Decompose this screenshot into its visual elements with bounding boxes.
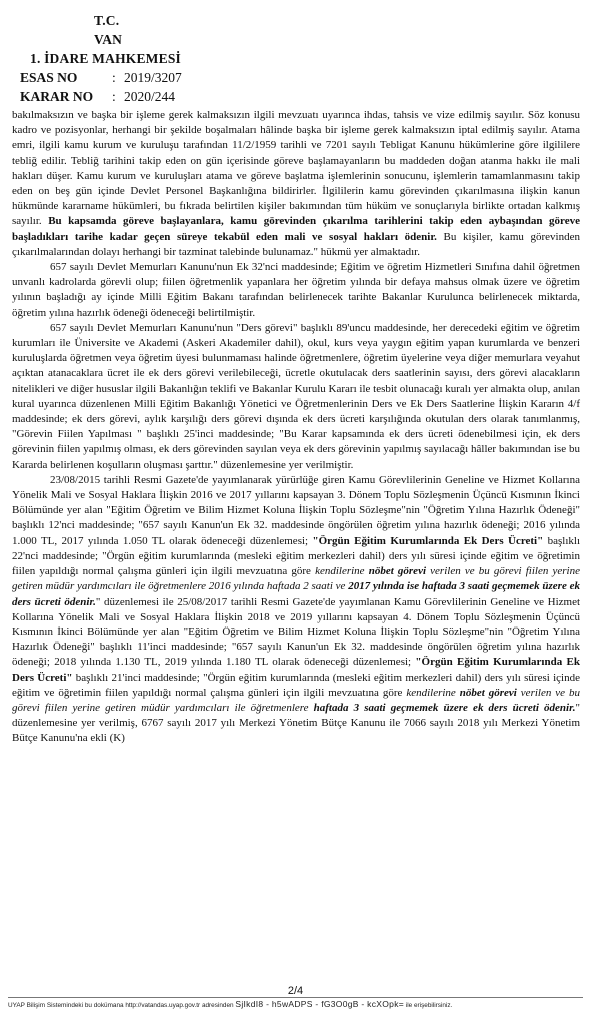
p1-text-1: bakılmaksızın ve başka bir işleme gerek kalmaksızın ilgili mevzuatı uyarınca ihdas, tahsis ve vize edilmiş sayılır. Söz konusu kadro ve pozisyonlar, herhangi bir şekilde boşalmaları hâlinde başka bir işleme gerek kalmaksızın iptal edilmiş sayılır. Atama emri, ilgili kamu kurum ve kuruluşu tarafından 11/2/1959 tarihli ve 7201 sayılı Tebligat Kanunu hükümlerine göre ilgililere tebliğ edilir. Tebliğ tarihini takip eden on gün içerisinde göreve başlamayanların bu maddeden doğan atanma hakkı ile mali hakları düşer. Kamu kurum ve kuruluşları atama ve göreve başlatma işlemlerinin sonucunu, işlemlerin tamamlanmasını takip eden on beş gün içinde Devlet Personel Başkanlığına bildirirler. İlgililerin kamu görevinden çıkarılmasına ilişkin kanun hükmünde kararname hükümleri, bu fıkrada belirtilen kişiler bakımından tüm hüküm ve sonuçlarıyla birlikte ortadan kalkmış sayılır. [12, 109, 580, 228]
paragraph-1 [12, 108, 580, 260]
karar-no-row [20, 89, 175, 105]
paragraph-4 [12, 473, 580, 747]
p4-text-1: 23/08/2015 tarihli Resmi Gazete'de yayımlanarak yürürlüğe giren Kamu Görevlilerinin Geneline ve Hizmet Kollarına Yönelik Mali ve Sosyal Haklara İlişkin 2016 ve 2017 yıllarını kapsayan 3. Dönem Toplu Sözleşmenin Üçüncü Kısmının İkinci Bölümünde yer alan "Eğitim Öğretim ve Bilim Hizmet Koluna İlişkin Toplu Sözleşme"nin "Öğretim Yılına Hazırlık Ödeneği" başlıklı 12'nci maddesinde; "657 sayılı Kanun'un Ek 32. maddesinde öngörülen öğretim yılına hazırlık ödeneği; 2016 yılında 1.000 TL, 2017 yılında 1.050 TL olarak ödeneceği düzenlemesi; [12, 473, 580, 547]
footer-verification-code: SjIkdI8 - h5wADPS - fG3O0gB - kcXOpk= [235, 999, 405, 1009]
p4-text-2: başlıklı 22'nci maddesinde; "Örgün eğitim kurumlarında (mesleki eğitim merkezleri dahil) ders yılı süresi içinde eğitim ve öğretimin fiilen yapıldığı normal çalışma günleri için ilgili mevzuatına göre [12, 534, 580, 578]
document-body [12, 108, 580, 747]
p4-text-5: " düzenlemesine yer verilmiş, 6767 sayılı 2017 yılı Merkezi Yönetim Bütçe Kanunu ile 7066 sayılı 2018 yılı Merkezi Yönetim Bütçe Kanunu'na ekli (K) [12, 701, 580, 745]
footer-text-left: UYAP Bilişim Sistemindeki bu dokümana http://vatandas.uyap.gov.tr adresinden [8, 1002, 234, 1009]
footer-divider [8, 997, 583, 998]
header-city: VAN [94, 32, 123, 47]
paragraph-3: 657 sayılı Devlet Memurları Kanunu'nun "Ders görevi" başlıklı 89'uncu maddesinde, her derecedeki eğitim ve öğretim kurumları ile Üniversite ve Akademi (Askeri Akademiler dahil), okul, kurs veya yaygın eğitim yapan kurumlarda ve benzeri kuruluşlarda öğretmen veya öğretim üyesi bulunmaması halinde öğretmenlere, öğretim üyelerine veya diğer memurlara veyahut açıktan atanacaklara ücret ile ek ders görevi verilebileceği, ücretle okutulacak ders saatlerinin sayısı, ders görevi alacakların nitelikleri ve diğer hususlar ilgili Bakanlığın teklifi ve Bakanlar Kurulu Kararı ile tesbit olunacağı kuralı yer almakta olup, anılan kural uyarınca düzenlenen Milli Eğitim Bakanlığı Yönetici ve Öğretmenlerinin Ders ve Ek Ders Saatlerine İlişkin Kararın 4/f maddesinde; ek ders görevi, aylık karşılığı ders görevi dışında ek ders ücreti karşılığında okutulan ders olarak tanımlanmış, "Görevin Fiilen Yapılması " başlıklı 25'inci maddesinde; "Bu Karar kapsamında ek ders ücreti ödenebilmesi için, ek ders görevinin fiilen yapılmış olması, ek ders görevinden sayılan veya ek ders görevinin yapılmış sayılacağı hâller bakımından ise bu Kararda belirlenen koşulların oluşması şarttır." düzenlemesine yer verilmiştir. [12, 321, 580, 471]
footer-text-right: ile erişebilirsiniz. [405, 1002, 453, 1009]
page-number: 2/4 [287, 985, 304, 997]
esas-no-label: ESAS NO [20, 70, 78, 85]
p4-text-3: " düzenlemesi ile 25/08/2017 tarihli Resmi Gazete'de yayımlanan Kamu Görevlilerinin Geneline ve Hizmet Kollarına Yönelik Mali ve Sosyal Haklara İlişkin 2018 ve 2019 yıllarını kapsayan 4. Dönem Toplu Sözleşmenin Üçüncü Kısmının İkinci Bölümünde yer alan "Eğitim Öğretim ve Bilim Hizmet Koluna İlişkin Toplu Sözleşme"nin "Öğretim Yılına Hazırlık Ödeneği" başlıklı 11'inci maddesinde; "657 sayılı Kanun'un Ek 32. maddesinde öngörülen öğretim yılına hazırlık ödeneği; 2018 yılında 1.130 TL, 2019 yılında 1.180 TL olarak ödeneceği düzenlemesi; [12, 595, 581, 669]
p4-bold-2: "Örgün Eğitim Kurumlarında Ek Ders Ücreti" [12, 656, 581, 684]
paragraph-2: 657 sayılı Devlet Memurları Kanunu'nun Ek 32'nci maddesinde; Eğitim ve öğretim Hizmetleri Sınıfına dahil öğretmen unvanlı kadrolarda görevli olup; fiilen öğretmenlik yapanlara her öğretim yılında bir defaya mahsus olmak üzere ve öğretim yılının başladığı ay içinde Milli Eğitim Bakanı tarafından belirlenecek tarihte Bakanlar Kurulunca belirlenecek miktarda, öğretim yılına hazırlık ödeneği ödeneceği belirtilmiştir. [12, 261, 580, 319]
karar-no-label: KARAR NO [20, 89, 94, 104]
header-tc: T.C. [94, 13, 120, 28]
p4-bold-italic-4: haftada 3 saati geçmemek üzere ek ders ücreti ödenir. [313, 701, 576, 714]
esas-no-colon: : [112, 70, 116, 85]
esas-no-value: 2019/3207 [124, 70, 182, 85]
p4-bold-1: "Örgün Eğitim Kurumlarında Ek Ders Ücreti" [312, 534, 544, 547]
p1-bold-1: Bu kapsamda göreve başlayanlara, kamu görevinden çıkarılma tarihlerini takip eden aybaşından göreve başladıkları tarihe kadar geçen süreye tekabül eden mali ve sosyal hakları ödenir. [12, 215, 580, 243]
karar-no-value: 2020/244 [124, 89, 176, 104]
p4-text-4: başlıklı 21'inci maddesinde; "Örgün eğitim kurumlarında (mesleki eğitim merkezleri dahil) ders yılı süresi içinde eğitim ve öğretimin fiilen yapıldığı normal çalışma günleri için ilgili mevzuatına göre [12, 671, 580, 699]
p4-bold-italic-1: nöbet görevi [368, 565, 427, 578]
footer [8, 999, 588, 1009]
p4-italic-2: verilen ve bu görevi fiilen yerine getiren müdür yardımcıları ile öğretmenlere 2016 yılında haftada 2 saati ve [12, 565, 580, 593]
karar-no-colon: : [112, 89, 116, 104]
p4-bold-italic-2: 2017 yılında ise haftada 3 saati geçmemek üzere ek ders ücreti ödenir. [12, 580, 580, 608]
p4-italic-3: kendilerine [406, 686, 460, 699]
esas-no-row [20, 70, 182, 86]
p4-italic-1: kendilerine [315, 565, 369, 578]
p4-bold-italic-3: nöbet görevi [459, 686, 517, 699]
p4-italic-4: verilen ve bu görevi fiilen yerine getiren müdür yardımcıları ile öğretmenlere [12, 686, 580, 714]
p1-text-2: Bu kişiler, kamu görevinden çıkarılmalarından dolayı herhangi bir tazminat talebinde bulunamaz." hükmü yer almaktadır. [12, 230, 580, 258]
header-court-name: 1. İDARE MAHKEMESİ [30, 51, 181, 66]
